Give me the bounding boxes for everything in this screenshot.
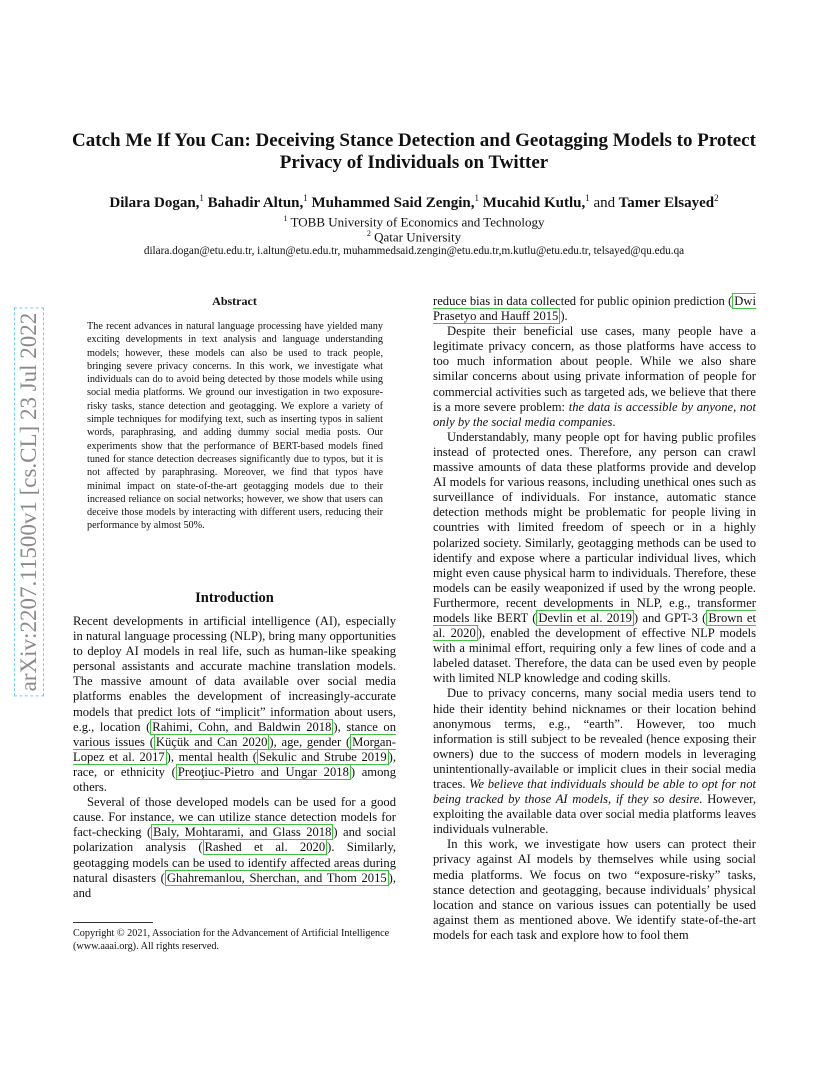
author-name: Dilara Dogan, bbox=[109, 195, 200, 211]
citation-link[interactable]: Rahimi, Cohn, and Baldwin 2018 bbox=[152, 719, 332, 734]
paper-title: Catch Me If You Can: Deceiving Stance Detection and Geotagging Models to Protect Privacy of Individuals on Twitter bbox=[72, 130, 756, 173]
citation-link[interactable]: Sekulic and Strube 2019 bbox=[258, 749, 387, 764]
citation-link[interactable]: Devlin et al. 2019 bbox=[538, 610, 632, 625]
arxiv-id-link[interactable]: arXiv:2207.11500v1 [cs.CL] 23 Jul 2022 bbox=[14, 308, 44, 697]
author-name: Tamer Elsayed bbox=[618, 195, 715, 211]
affiliation-mark: 1 bbox=[585, 193, 590, 203]
citation-link[interactable]: Brown et al. 2020 bbox=[433, 610, 756, 641]
citation-link[interactable]: Morgan-Lopez et al. 2017 bbox=[73, 734, 396, 764]
body-paragraph: Understandably, many people opt for having public profiles instead of protected ones. Therefore, any person can crawl massive amounts of data these platforms provide and develop AI models for various reasons, including unethical ones such as surveillance of individuals. For instance, automatic stance detection methods might be problematic for people living in countries with limited freedom of speech or in a highly polarized society. Similarly, geotagging methods can be used to identify and expose where a particular individual lives, which might even cause physical harm to individuals. Therefore, these models can be easily weaponized if used by the wrong people. Furthermore, recent developments in NLP, e.g., transformer models like BERT ( Devlin et al. 2019 ) and GPT-3 ( Brown et al. 2020 ), enabled the development of effective NLP models with a minimal effort, requiring only a few lines of code and a labeled dataset. Therefore, the data can be used even by people with limited NLP knowledge and coding skills. bbox=[433, 429, 757, 686]
intro-heading: Introduction bbox=[195, 590, 274, 606]
intro-paragraph: Recent developments in artificial intelligence (AI), especially in natural language processing (NLP), bring many opportunities to deploy AI models in real life, such as human-like speaking personal assistants and accurate machine translation models. The massive amount of data available over social media platforms enables the development of increasingly-accurate models that predict lots of “implicit” information about users, e.g., location ( Rahimi, Cohn, and Baldwin 2018 ), stance on various issues ( Küçük and Can 2020 ), age, gender ( Morgan-Lopez et al. 2017 ), mental health ( Sekulic and Strube 2019 ), race, or ethnicity ( Preoţiuc-Pietro and Ungar 2018 ) among others. bbox=[73, 614, 397, 795]
affiliation-2: $^2$ Qatar University bbox=[366, 229, 462, 245]
affiliation-mark: 1 bbox=[474, 193, 479, 203]
author-name: Bahadir Altun, bbox=[207, 195, 304, 211]
affiliation-mark: 1 bbox=[199, 193, 204, 203]
arxiv-stamp[interactable] bbox=[4, 268, 54, 736]
body-paragraph: reduce bias in data collected for public opinion prediction ( Dwi Prasetyo and Hauff 2015 ). bbox=[433, 294, 756, 324]
affiliation-mark: 1 bbox=[303, 193, 308, 203]
body-paragraph: Due to privacy concerns, many social media users tend to hide their identity behind nicknames or their location behind anonymous terms, e.g., “earth”. However, too much information is still subject to be revealed (hence exposing their owners) due to the success of modern models in leveraging unintentionally-available or implicit clues in their social media traces. We believe that individuals should be able to opt for not being tracked by those AI models, if they so desire. However, exploiting the available data over social media platforms leaves individuals vulnerable. bbox=[433, 686, 757, 837]
affiliation-mark: 2 bbox=[714, 193, 719, 203]
copyright-footnote: Copyright © 2021, Association for the Advancement of Artificial Intelligence (www.aaai.org). All rights reserved. bbox=[73, 928, 390, 952]
citation-link[interactable]: Rashed et al. 2020 bbox=[204, 840, 326, 855]
citation-link[interactable]: Ghahremanlou, Sherchan, and Thom 2015 bbox=[166, 870, 387, 885]
abstract-heading: Abstract bbox=[212, 294, 257, 308]
author-name: Mucahid Kutlu, bbox=[482, 195, 586, 211]
left-column-body bbox=[73, 614, 396, 901]
body-paragraph: In this work, we investigate how users can protect their privacy against AI models by themselves while using social media platforms. We focus on two “exposure-risky” tasks, stance detection and geotagging, because individuals’ physical location and stance on various issues can potentially be used against them as mentioned above. We identify state-of-the-art models for each task and explore how to fool them bbox=[433, 837, 756, 942]
author-emails: dilara.dogan@etu.edu.tr, i.altun@etu.edu.tr, muhammedsaid.zengin@etu.edu.tr,m.kutlu@etu.edu.tr, telsayed@qu.edu.qa bbox=[143, 245, 685, 257]
body-paragraph: Despite their beneficial use cases, many people have a legitimate privacy concern, as those platforms have access to too much information about people. While we also share similar concerns about using private information of people for commercial activities such as targeted ads, we believe that there is a more severe problem: the data is accessible by anyone, not only by the social media companies. bbox=[433, 324, 756, 429]
citation-link[interactable]: Preoţiuc-Pietro and Ungar 2018 bbox=[177, 764, 349, 779]
intro-paragraph: Several of those developed models can be used for a good cause. For instance, we can utilize stance detection models for fact-checking ( Baly, Mohtarami, and Glass 2018 ) and social polarization analysis ( Rashed et al. 2020 ). Similarly, geotagging models can be used to identify affected areas during natural disasters ( Ghahremanlou, Sherchan, and Thom 2015 ), and bbox=[73, 795, 397, 900]
citation-link[interactable]: Baly, Mohtarami, and Glass 2018 bbox=[153, 825, 332, 840]
right-column-body bbox=[433, 294, 756, 943]
affiliation-1: $^1$ TOBB University of Economics and Technology bbox=[283, 214, 545, 230]
citation-link[interactable]: Küçük and Can 2020 bbox=[155, 734, 268, 749]
and-word: and bbox=[593, 195, 616, 211]
citation-link[interactable]: Dwi Prasetyo and Hauff 2015 bbox=[433, 294, 756, 324]
author-list bbox=[40, 193, 788, 212]
abstract-text: The recent advances in natural language processing have yielded many exciting developments in text analysis and language understanding models; however, these models can also be used to track people, bringing severe privacy concerns. In this work, we investigate what individuals can do to avoid being detected by those models while using social media platforms. We ground our investigation in two exposure-risky tasks, stance detection and geotagging. We explore a variety of simple techniques for modifying text, such as inserting typos in salient words, paraphrasing, and adding dummy social media posts. Our experiments show that the performance of BERT-based models fined tuned for stance detection decreases significantly due to typos, but it is not affected by paraphrasing. Moreover, we find that typos have minimal impact on state-of-the-art geotagging models due to their increased reliance on social networks; however, we show that users can deceive those models by interacting with different users, reducing their performance by almost 50%. bbox=[87, 321, 383, 532]
author-name: Muhammed Said Zengin, bbox=[311, 195, 475, 211]
footnote-rule bbox=[73, 922, 153, 923]
